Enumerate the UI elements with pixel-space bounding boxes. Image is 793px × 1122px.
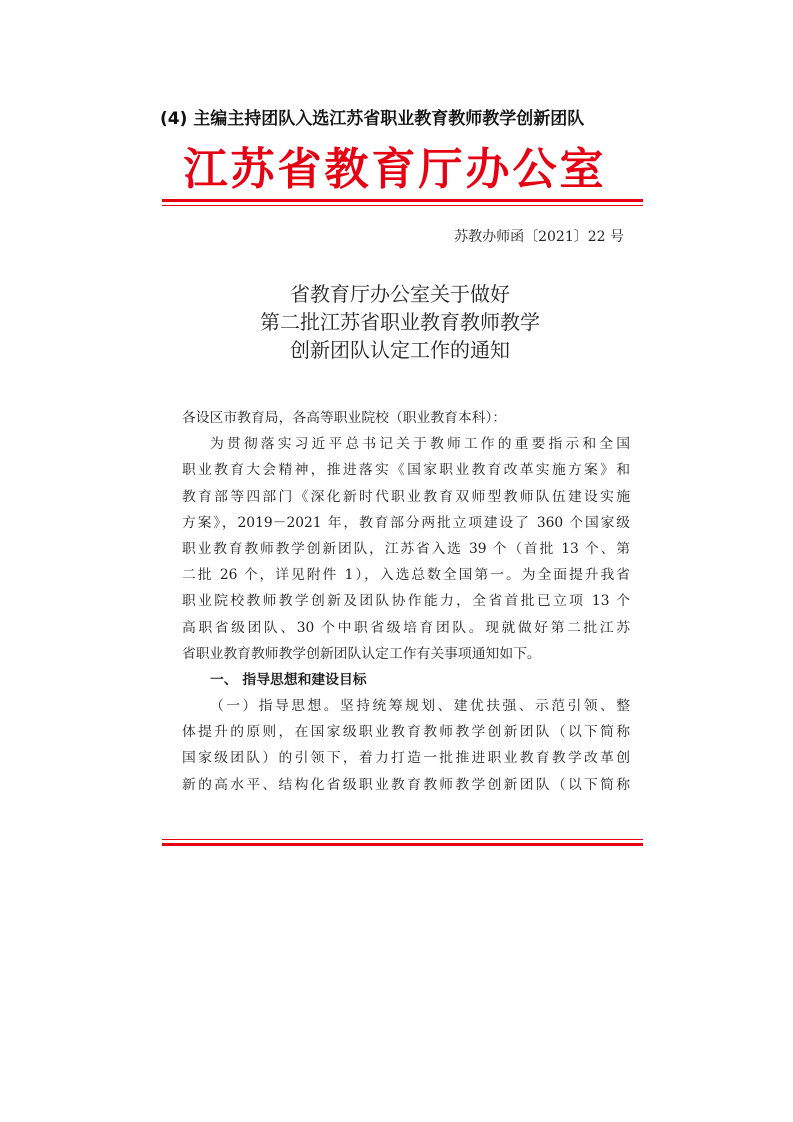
paragraph-line: 新的高水平、结构化省级职业教育教师教学创新团队（以下简称	[182, 776, 630, 793]
paragraph-line: （一）指导思想。坚持统筹规划、建优扶强、示范引领、整	[210, 698, 630, 715]
header-rule-thick	[162, 199, 643, 202]
document-body	[182, 405, 630, 798]
paragraph-line: 职业教育大会精神，推进落实《国家职业教育改革实施方案》和	[182, 462, 630, 479]
paragraph-line: 二批 26 个，详见附件 1），入选总数全国第一。为全面提升我省	[182, 567, 630, 584]
paragraph-line: 方案》，2019－2021 年，教育部分两批立项建设了 360 个国家级	[182, 514, 630, 531]
footer-rule-thick	[162, 843, 643, 846]
paragraph-line: 体提升的原则，在国家级职业教育教师教学创新团队（以下简称	[182, 724, 630, 741]
paragraph-line: 职业院校教师教学创新及团队协作能力，全省首批已立项 13 个	[182, 593, 630, 610]
paragraph-line: 省职业教育教师教学创新团队认定工作有关事项通知如下。	[182, 645, 541, 662]
header-rule-thin	[162, 205, 643, 206]
title-line: 第二批江苏省职业教育教师教学	[260, 310, 540, 334]
section-heading: 一、 指导思想和建设目标	[210, 671, 367, 688]
salutation: 各设区市教育局，各高等职业院校（职业教育本科）：	[182, 410, 507, 426]
footer-rule-thin	[162, 839, 643, 840]
title-line: 省教育厅办公室关于做好	[290, 282, 510, 306]
document-title	[160, 280, 640, 364]
document-header-org-name: 江苏省教育厅办公室	[183, 144, 607, 195]
paragraph-line: 职业教育教师教学创新团队，江苏省入选 39 个（首批 13 个、第	[182, 540, 630, 557]
paragraph-line: 国家级团队）的引领下，着力打造一批推进职业教育教学改革创	[182, 750, 630, 767]
paragraph-line: 高职省级团队、30 个中职省级培育团队。现就做好第二批江苏	[182, 619, 630, 636]
paragraph-line: 教育部等四部门《深化新时代职业教育双师型教师队伍建设实施	[182, 488, 630, 505]
document-number: 苏教办师函〔2021〕22 号	[454, 229, 624, 245]
section-caption: (4) 主编主持团队入选江苏省职业教育教师教学创新团队	[160, 109, 585, 129]
paragraph-line: 为贯彻落实习近平总书记关于教师工作的重要指示和全国	[210, 436, 630, 453]
title-line: 创新团队认定工作的通知	[290, 338, 510, 362]
